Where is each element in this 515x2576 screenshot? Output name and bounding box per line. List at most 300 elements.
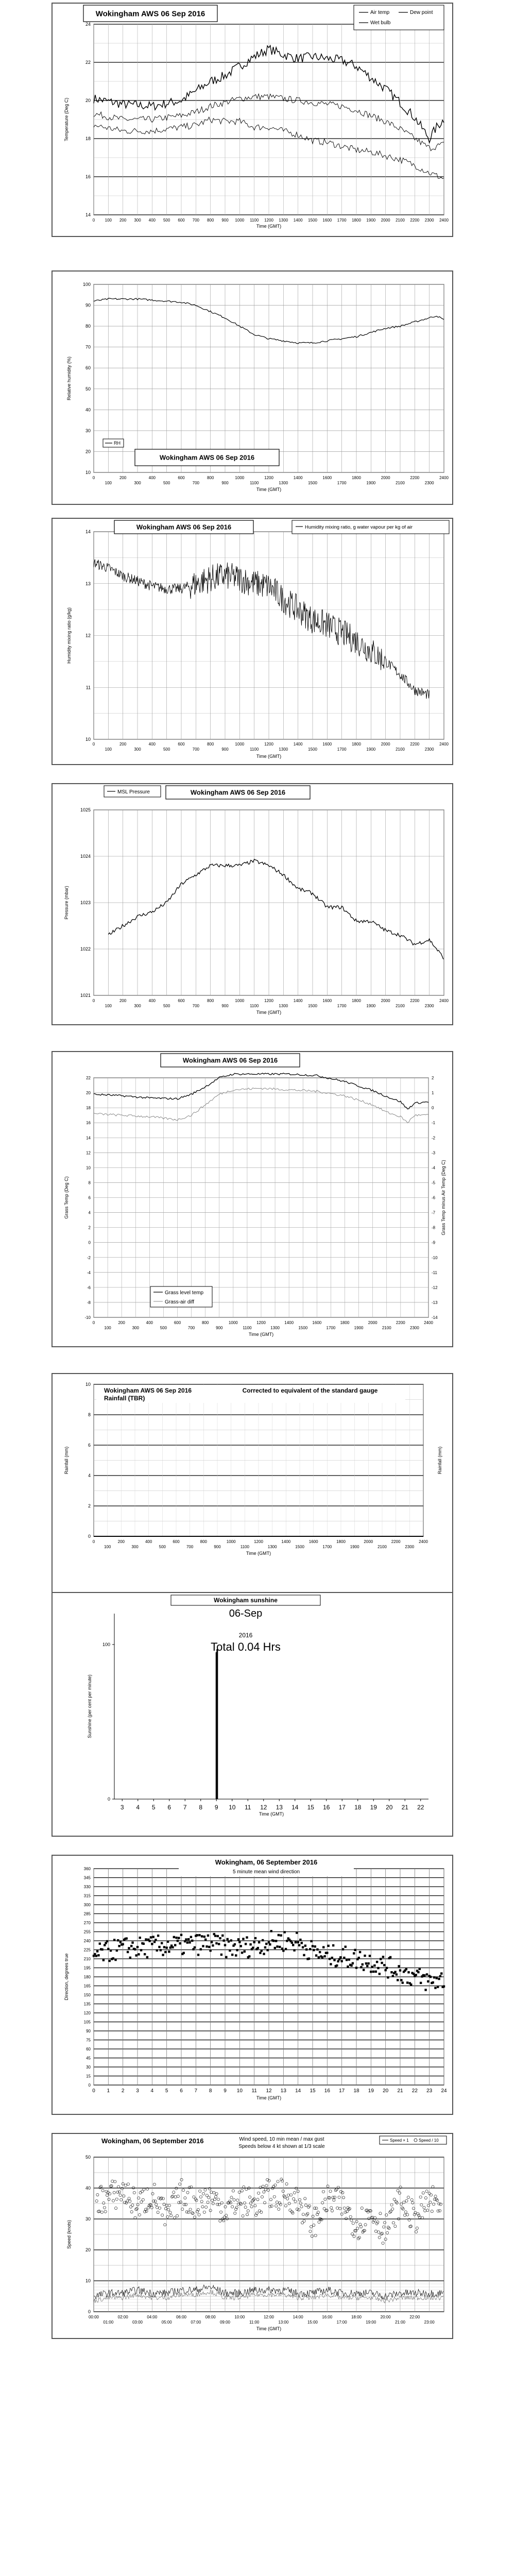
x-tick-label-major: 2000 — [364, 1539, 373, 1544]
direction-point — [278, 1934, 280, 1936]
x-tick-label: 12 — [266, 2088, 272, 2094]
direction-point — [389, 1956, 391, 1958]
chart-note: Speeds below 4 kt shown at 1/3 scale — [238, 2144, 325, 2149]
x-tick-label-major: 0 — [92, 1539, 95, 1544]
y-tick-label: 6 — [88, 1195, 91, 1200]
x-tick-label: 7 — [183, 1804, 187, 1811]
direction-point — [366, 1965, 368, 1967]
x-axis-label: Time (GMT) — [259, 1811, 284, 1817]
x-tick-label-minor: 09:00 — [219, 2320, 231, 2325]
x-tick-label: 1500 — [308, 747, 317, 752]
x-tick-label-minor: 1500 — [308, 481, 317, 485]
x-tick-label: 1200 — [264, 742, 273, 747]
x-tick-label-major: 400 — [148, 998, 156, 1003]
x-tick-label-minor: 05:00 — [161, 2320, 172, 2325]
direction-point — [398, 1965, 400, 1967]
direction-point — [104, 1944, 106, 1946]
y-tick-label: 360 — [83, 1867, 91, 1871]
direction-point — [112, 1957, 114, 1959]
x-tick-label-minor: 2100 — [377, 1545, 387, 1549]
direction-point — [205, 1945, 208, 1947]
y-tick-label: 13 — [85, 581, 91, 586]
chart-title: Wokingham AWS 06 Sep 2016 — [136, 523, 232, 531]
y-tick-label: 4 — [88, 1210, 91, 1215]
direction-point — [348, 1958, 350, 1960]
y-tick-label: 14 — [85, 212, 91, 217]
direction-point — [234, 1943, 236, 1945]
pressure-chart-svg — [53, 784, 452, 1024]
x-tick-label: 3 — [136, 2088, 139, 2094]
y-axis-label: Sunshine (per cent per minute) — [87, 1674, 92, 1738]
x-tick-label-major: 1200 — [256, 1320, 266, 1325]
chart-title: Wokingham AWS 06 Sep 2016 — [159, 453, 255, 462]
x-tick-label: 1200 — [264, 218, 273, 223]
direction-point — [95, 1955, 97, 1957]
y-right-tick-label: -7 — [432, 1210, 436, 1215]
direction-point — [286, 1940, 288, 1942]
x-tick-label: 6 — [180, 2088, 183, 2094]
x-tick-label-major: 2200 — [396, 1320, 405, 1325]
y-right-tick-label: -8 — [432, 1225, 436, 1230]
x-tick-label: 6 — [167, 1804, 171, 1811]
direction-point — [169, 1946, 171, 1948]
x-tick-label-major: 200 — [118, 1320, 125, 1325]
x-tick-label-major: 2200 — [410, 998, 420, 1003]
direction-point — [194, 1946, 196, 1948]
y-axis-label: Humidity mixing ratio (g/kg) — [66, 607, 72, 664]
x-tick-label-minor: 1500 — [308, 1004, 317, 1008]
direction-point — [274, 1947, 276, 1949]
direction-point — [236, 1949, 238, 1951]
x-tick-label-minor: 1100 — [243, 1326, 252, 1330]
x-tick-label-major: 1400 — [293, 476, 303, 480]
x-tick-label-minor: 700 — [186, 1545, 194, 1549]
direction-point — [281, 1947, 283, 1950]
y-tick-label: 345 — [83, 1875, 91, 1880]
y-tick-label: 1024 — [80, 854, 91, 859]
y-tick-label: 15 — [86, 2074, 91, 2079]
x-tick-label: 100 — [105, 747, 112, 752]
x-tick-label: 400 — [148, 742, 156, 747]
y-tick-label: 20 — [85, 2247, 91, 2252]
x-tick-label-minor: 300 — [134, 481, 141, 485]
direction-point — [139, 1937, 141, 1939]
x-tick-label-minor: 1300 — [279, 1004, 288, 1008]
legend-label: Wet bulb — [370, 20, 391, 26]
y-tick-label: 8 — [88, 1180, 91, 1185]
y-tick-label: 10 — [85, 470, 91, 475]
direction-point — [102, 1959, 105, 1961]
x-tick-label: 12 — [260, 1804, 267, 1811]
x-tick-label: 100 — [105, 218, 112, 223]
y-tick-label: 90 — [86, 2029, 91, 2033]
y-tick-label: 8 — [88, 1412, 91, 1417]
x-tick-label-major: 400 — [145, 1539, 152, 1544]
y-right-tick-label: -6 — [432, 1195, 436, 1200]
x-tick-label-major: 1800 — [352, 998, 361, 1003]
x-tick-label-minor: 01:00 — [103, 2320, 114, 2325]
direction-point — [373, 1964, 375, 1967]
direction-point — [384, 1969, 386, 1971]
direction-point — [163, 1946, 165, 1948]
direction-point — [400, 1979, 402, 1981]
direction-point — [222, 1939, 225, 1941]
y-tick-label: -6 — [87, 1285, 91, 1290]
y-tick-label: 100 — [82, 282, 91, 287]
x-tick-label-major: 10:00 — [234, 2315, 245, 2319]
x-axis-label: Time (GMT) — [256, 487, 282, 492]
direction-point — [114, 1959, 116, 1961]
y-tick-label: 225 — [83, 1947, 91, 1953]
sunshine-bar — [216, 1649, 218, 1799]
x-tick-label-major: 600 — [174, 1320, 181, 1325]
x-tick-label: 14 — [291, 1804, 299, 1811]
x-tick-label-minor: 1900 — [366, 1004, 376, 1008]
x-tick-label: 1300 — [279, 747, 288, 752]
wind-direction-chart-svg — [53, 1856, 452, 2114]
x-tick-label-major: 1000 — [226, 1539, 236, 1544]
x-tick-label: 9 — [224, 2088, 227, 2094]
direction-point — [230, 1939, 232, 1941]
x-tick-label-minor: 1100 — [240, 1545, 249, 1549]
grass-chart-svg — [53, 1052, 452, 1346]
x-tick-label-minor: 700 — [192, 481, 200, 485]
direction-point — [375, 1971, 377, 1973]
x-tick-label: 10 — [229, 1804, 236, 1811]
chart-date: 06-Sep — [229, 1608, 263, 1619]
direction-point — [150, 1936, 152, 1938]
x-tick-label: 1100 — [250, 218, 259, 223]
x-tick-label: 22 — [417, 1804, 424, 1811]
x-tick-label-minor: 2300 — [410, 1326, 419, 1330]
x-axis-label: Time (GMT) — [256, 1010, 282, 1015]
x-tick-label: 21 — [397, 2088, 403, 2094]
y-tick-label: 70 — [85, 344, 91, 350]
direction-point — [419, 1968, 421, 1970]
x-tick-label: 16 — [324, 2088, 330, 2094]
chart-title: Wokingham AWS 06 Sep 2016 — [182, 1056, 278, 1064]
chart-title: Wokingham AWS 06 Sep 2016 — [104, 1387, 192, 1394]
y-tick-label: -2 — [87, 1255, 91, 1260]
direction-point — [178, 1937, 180, 1939]
x-tick-label: 0 — [92, 218, 95, 223]
direction-point — [390, 1971, 392, 1973]
direction-point — [347, 1965, 349, 1968]
x-tick-label-major: 2000 — [368, 1320, 377, 1325]
x-tick-label-major: 1000 — [235, 476, 245, 480]
y-axis-label: Speed (knots) — [66, 2219, 72, 2249]
direction-point — [296, 1931, 298, 1934]
y-axis-label: Direction, degrees true — [64, 1953, 69, 2001]
x-tick-label: 700 — [192, 747, 200, 752]
x-tick-label-major: 2200 — [391, 1539, 401, 1544]
y-tick-label: 0 — [107, 1797, 110, 1802]
direction-point — [298, 1944, 300, 1946]
direction-point — [220, 1954, 222, 1956]
x-tick-label-minor: 100 — [105, 1004, 112, 1008]
direction-point — [292, 1944, 294, 1946]
x-tick-label: 2400 — [439, 218, 449, 223]
x-tick-label: 2400 — [439, 742, 449, 747]
x-tick-label-minor: 2100 — [396, 481, 405, 485]
direction-point — [129, 1957, 131, 1959]
direction-point — [162, 1954, 164, 1956]
temperature-chart — [52, 3, 453, 237]
direction-point — [265, 1943, 267, 1945]
direction-point — [204, 1939, 207, 1941]
x-tick-label-major: 14:00 — [293, 2315, 303, 2319]
x-tick-label-major: 1800 — [336, 1539, 346, 1544]
y-right-tick-label: -3 — [432, 1150, 436, 1156]
direction-point — [164, 1951, 166, 1953]
x-tick-label-minor: 700 — [192, 1004, 200, 1008]
direction-point — [157, 1935, 159, 1937]
x-tick-label-minor: 1300 — [267, 1545, 277, 1549]
legend-box — [354, 5, 444, 30]
y-tick-label: 16 — [86, 1121, 91, 1126]
direction-point — [297, 1941, 299, 1943]
x-tick-label-major: 1200 — [264, 476, 273, 480]
direction-point — [359, 1951, 361, 1953]
x-tick-label-major: 1800 — [340, 1320, 350, 1325]
y-tick-label: 2 — [88, 1503, 91, 1509]
y-tick-label: 6 — [88, 1443, 91, 1448]
x-tick-label: 900 — [221, 218, 229, 223]
direction-point — [310, 1940, 312, 1942]
direction-point — [158, 1946, 160, 1948]
y-tick-label: 4 — [88, 1473, 91, 1478]
direction-point — [241, 1952, 243, 1954]
direction-point — [96, 1950, 98, 1952]
chart-subtitle: Rainfall (TBR) — [104, 1395, 145, 1402]
direction-point — [270, 1930, 272, 1932]
y-right-tick-label: 1 — [432, 1091, 434, 1096]
y-tick-label: 150 — [83, 1993, 91, 1997]
y-tick-label: 20 — [85, 449, 91, 454]
x-tick-label-minor: 700 — [187, 1326, 195, 1330]
x-tick-label-minor: 900 — [216, 1326, 223, 1330]
x-tick-label: 2000 — [381, 742, 390, 747]
rainfall-chart — [52, 1373, 453, 1595]
x-tick-label: 1000 — [235, 742, 245, 747]
x-tick-label-minor: 1300 — [270, 1326, 280, 1330]
direction-point — [134, 1948, 136, 1950]
direction-point — [145, 1938, 147, 1940]
x-tick-label-major: 04:00 — [147, 2315, 158, 2319]
direction-point — [235, 1954, 237, 1956]
y-tick-label: 120 — [83, 2011, 91, 2015]
x-tick-label: 200 — [119, 742, 127, 747]
direction-point — [315, 1954, 317, 1956]
direction-point — [430, 1976, 432, 1978]
x-tick-label-major: 2400 — [439, 476, 449, 480]
y-tick-label: -10 — [84, 1315, 91, 1320]
direction-point — [285, 1948, 287, 1950]
x-tick-label-minor: 1100 — [250, 1004, 259, 1008]
direction-point — [358, 1957, 360, 1959]
x-tick-label-major: 0 — [92, 1320, 95, 1325]
y-tick-label: 80 — [85, 324, 91, 329]
direction-point — [426, 1973, 428, 1975]
direction-point — [303, 1954, 305, 1956]
chart-title: Wokingham, 06 September 2016 — [101, 2137, 204, 2145]
y-tick-label: -8 — [87, 1300, 91, 1305]
y-tick-label: 90 — [85, 302, 91, 308]
direction-point — [439, 1975, 441, 1977]
direction-point — [221, 1935, 224, 1937]
direction-point — [148, 1940, 150, 1942]
x-tick-label: 1500 — [308, 218, 317, 223]
x-tick-label-minor: 1100 — [250, 481, 259, 485]
x-tick-label: 19 — [368, 2088, 374, 2094]
x-tick-label-major: 600 — [173, 1539, 180, 1544]
direction-point — [383, 1964, 385, 1966]
y-tick-label: 315 — [83, 1893, 91, 1899]
direction-point — [417, 1971, 419, 1973]
y-tick-label: 12 — [85, 633, 91, 638]
direction-point — [143, 1943, 145, 1945]
x-tick-label: 20 — [386, 1804, 393, 1811]
x-tick-label: 200 — [119, 218, 127, 223]
direction-point — [208, 1946, 210, 1948]
direction-point — [146, 1956, 148, 1958]
y-tick-label: 20 — [85, 98, 91, 103]
x-axis-label: Time (GMT) — [256, 2326, 282, 2331]
direction-point — [279, 1946, 281, 1948]
y-right-axis-label: Grass Temp minus Air Temp (Deg C) — [441, 1160, 446, 1235]
direction-point — [108, 1960, 110, 1962]
x-tick-label: 13 — [280, 2088, 286, 2094]
y-right-tick-label: -12 — [432, 1285, 438, 1290]
direction-point — [363, 1969, 365, 1971]
x-tick-label-minor: 1500 — [298, 1326, 308, 1330]
direction-point — [254, 1937, 256, 1939]
direction-point — [377, 1967, 379, 1969]
direction-point — [413, 1973, 415, 1975]
x-tick-label: 3 — [120, 1804, 124, 1811]
y-tick-label: 40 — [85, 407, 91, 413]
direction-point — [340, 1960, 342, 1962]
y-tick-label: 210 — [83, 1957, 91, 1961]
x-tick-label-major: 1600 — [322, 998, 332, 1003]
y-tick-label: 1025 — [80, 807, 91, 812]
y-axis-label: Grass Temp (Deg C) — [64, 1176, 69, 1219]
direction-point — [106, 1940, 108, 1942]
sunshine-chart — [52, 1592, 453, 1837]
x-tick-label: 1400 — [293, 218, 303, 223]
direction-point — [257, 1947, 259, 1949]
x-tick-label-major: 1600 — [322, 476, 332, 480]
y-tick-label: 0 — [88, 2309, 91, 2314]
x-tick-label-minor: 100 — [104, 1545, 111, 1549]
chart-year: 2016 — [238, 1632, 253, 1639]
direction-point — [126, 1937, 128, 1939]
chart-subtitle: Wind speed, 10 min mean / max gust — [239, 2137, 324, 2142]
direction-point — [154, 1939, 157, 1941]
x-tick-label: 1800 — [352, 742, 361, 747]
x-tick-label: 18 — [354, 1804, 362, 1811]
y-tick-label: 30 — [86, 2065, 91, 2070]
x-tick-label: 4 — [136, 1804, 140, 1811]
x-tick-label: 300 — [134, 747, 141, 752]
direction-point — [130, 1945, 132, 1947]
x-tick-label-minor: 900 — [221, 1004, 229, 1008]
grass-chart — [52, 1051, 453, 1347]
x-tick-label: 1900 — [366, 747, 376, 752]
x-tick-label: 600 — [178, 742, 185, 747]
x-tick-label: 500 — [163, 747, 170, 752]
x-tick-label-major: 22:00 — [409, 2315, 420, 2319]
x-tick-label-major: 800 — [201, 1320, 209, 1325]
legend-label: Grass level temp — [165, 1290, 204, 1296]
y-tick-label: 60 — [86, 2047, 91, 2052]
direction-point — [314, 1945, 316, 1947]
x-tick-label: 10 — [236, 2088, 243, 2094]
y-tick-label: 40 — [85, 2185, 91, 2191]
legend-label: Humidity mixing ratio, g water vapour per kg of air — [305, 524, 413, 530]
y-right-tick-label: -1 — [432, 1121, 436, 1126]
direction-point — [427, 1980, 429, 1982]
x-axis-label: Time (GMT) — [248, 1332, 274, 1337]
x-tick-label-major: 600 — [178, 476, 185, 480]
direction-point — [151, 1943, 153, 1945]
y-right-tick-label: 0 — [432, 1106, 434, 1111]
direction-point — [113, 1939, 115, 1941]
y-tick-label: 10 — [85, 737, 91, 742]
direction-point — [201, 1935, 203, 1937]
x-tick-label-minor: 13:00 — [278, 2320, 289, 2325]
x-tick-label: 1300 — [279, 218, 288, 223]
x-tick-label-major: 1400 — [293, 998, 303, 1003]
direction-point — [342, 1948, 344, 1950]
y-right-tick-label: -11 — [432, 1270, 437, 1275]
x-tick-label-major: 06:00 — [176, 2315, 187, 2319]
chart-total: Total 0.04 Hrs — [211, 1640, 281, 1653]
x-tick-label: 4 — [150, 2088, 154, 2094]
x-tick-label-major: 18:00 — [351, 2315, 362, 2319]
x-tick-label: 2 — [121, 2088, 125, 2094]
x-tick-label: 1900 — [366, 218, 376, 223]
direction-point — [153, 1941, 156, 1943]
direction-point — [330, 1963, 332, 1965]
x-tick-label: 21 — [401, 1804, 408, 1811]
direction-point — [253, 1941, 255, 1943]
y-tick-label: 60 — [85, 365, 91, 371]
x-tick-label: 8 — [209, 2088, 212, 2094]
direction-point — [382, 1956, 384, 1958]
x-tick-label-minor: 2300 — [405, 1545, 415, 1549]
y-tick-label: 30 — [85, 428, 91, 433]
x-tick-label: 19 — [370, 1804, 377, 1811]
y-right-tick-label: -13 — [432, 1300, 438, 1305]
x-tick-label-major: 1600 — [312, 1320, 322, 1325]
direction-point — [336, 1964, 338, 1967]
direction-point — [171, 1946, 174, 1948]
y-tick-label: 270 — [83, 1921, 91, 1925]
direction-point — [237, 1938, 239, 1940]
direction-point — [354, 1949, 356, 1951]
direction-point — [394, 1971, 396, 1973]
x-tick-label-minor: 1700 — [337, 481, 347, 485]
direction-point — [135, 1954, 137, 1956]
direction-point — [283, 1931, 285, 1933]
direction-point — [99, 1942, 101, 1944]
y-tick-label: 14 — [86, 1136, 91, 1141]
x-tick-label-minor: 07:00 — [191, 2320, 201, 2325]
y-tick-label: 2 — [88, 1225, 91, 1230]
humidity-chart-svg — [53, 272, 452, 504]
x-tick-label-minor: 900 — [221, 481, 229, 485]
